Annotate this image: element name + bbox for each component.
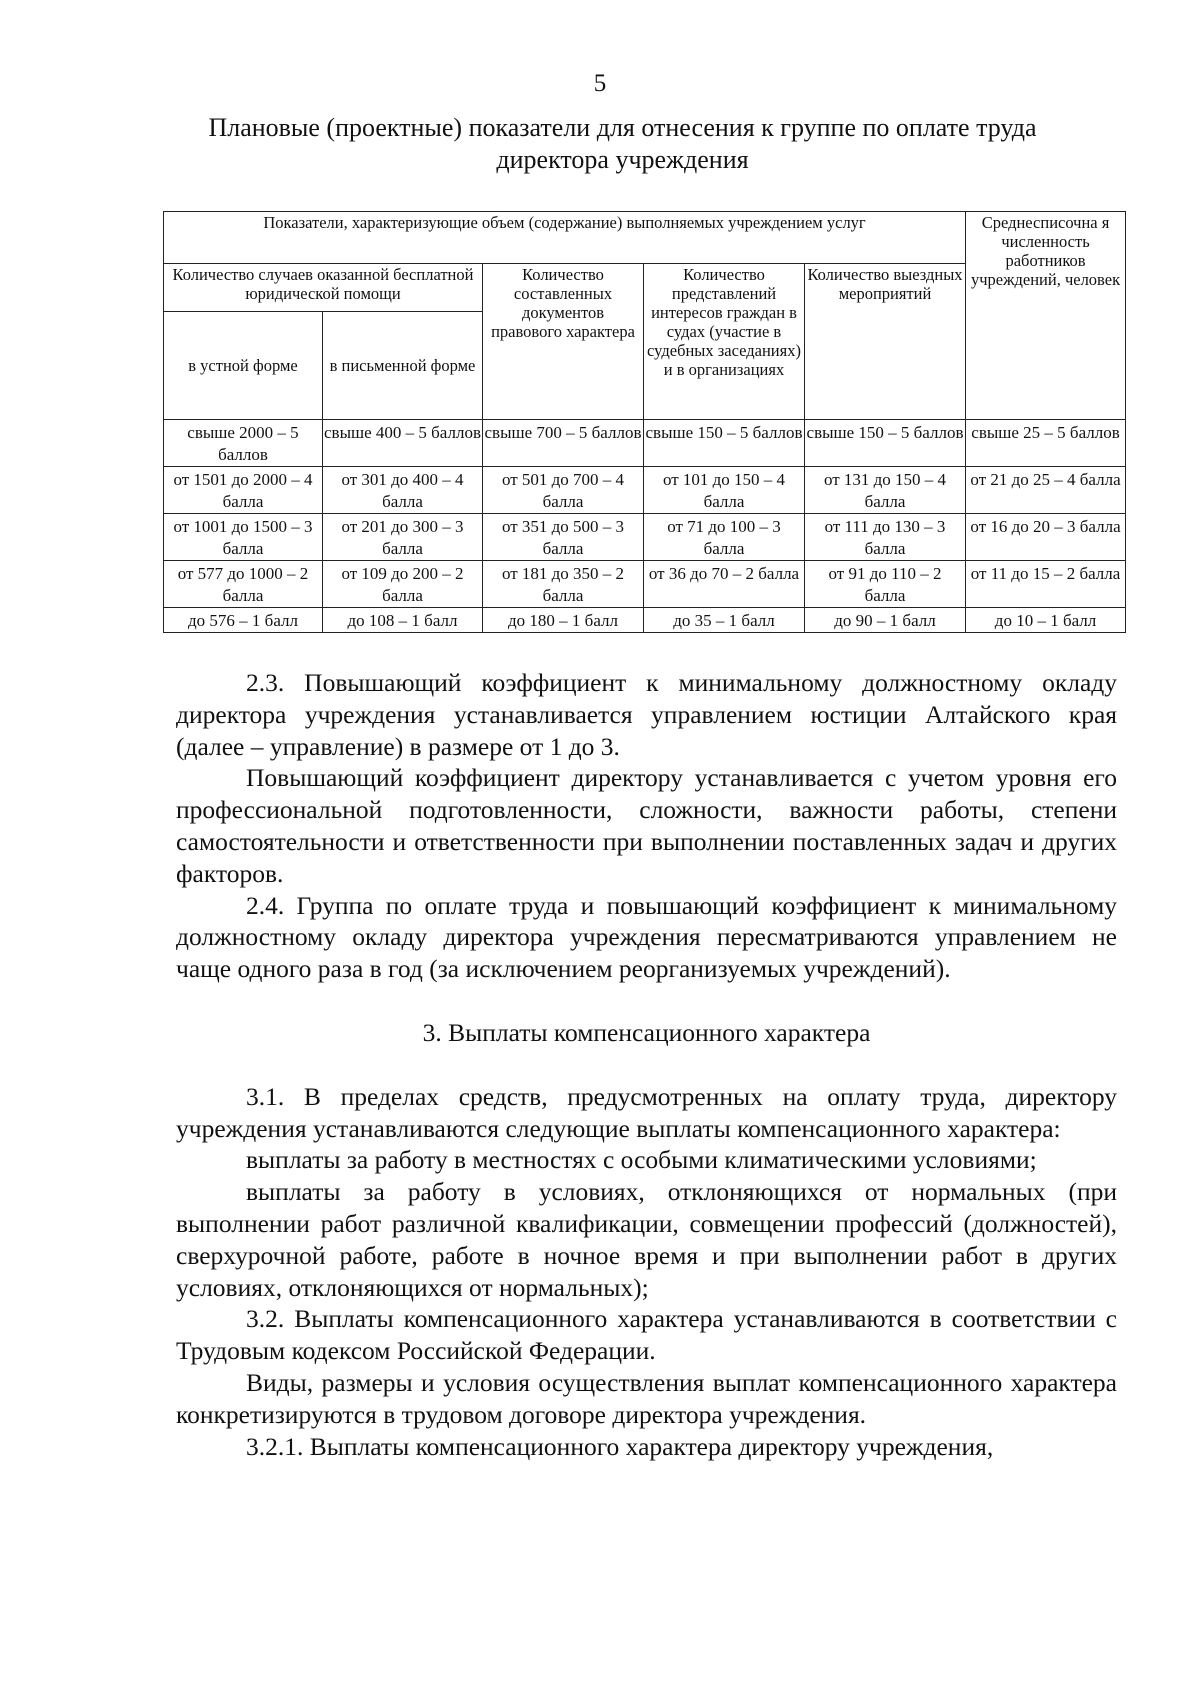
paragraph-2-4: 2.4. Группа по оплате труда и повышающий коэффициент к минимальному должностному окладу директора учреждения пересматриваются управлением не чаще одного раза в год (за исключением реорганизуемых учреждений). — [176, 890, 1117, 984]
table-cell: от 109 до 200 – 2 балла — [323, 561, 483, 608]
table-cell: от 71 до 100 – 3 балла — [644, 514, 805, 561]
paragraph-3-1: 3.1. В пределах средств, предусмотренных на оплату труда, директору учреждения устанавливаются следующие выплаты компенсационного характера: — [176, 1081, 1117, 1143]
court-header: Количество представлений интересов граждан в судах (участие в судебных заседаниях) и в организациях — [644, 264, 805, 420]
table-cell: до 180 – 1 балл — [483, 608, 644, 633]
table-cell: от 16 до 20 – 3 балла — [966, 514, 1126, 561]
table-cell: от 91 до 110 – 2 балла — [805, 561, 966, 608]
table-cell: до 576 – 1 балл — [164, 608, 323, 633]
oral-form-header: в устной форме — [164, 312, 323, 420]
table-cell: свыше 700 – 5 баллов — [483, 420, 644, 467]
free-legal-aid-header: Количество случаев оказанной бесплатной юридической помощи — [164, 264, 483, 312]
table-row — [164, 467, 1126, 514]
table-cell: от 101 до 150 – 4 балла — [644, 467, 805, 514]
paragraph-3-1-item-2: выплаты за работу в условиях, отклоняющихся от нормальных (при выполнении работ различной квалификации, совмещении профессий (должностей), сверхурочной работе, работе в ночное время и при выполнении работ в других условиях, отклоняющихся от нормальных); — [176, 1177, 1117, 1302]
page-title — [150, 112, 1095, 176]
table-cell: от 131 до 150 – 4 балла — [805, 467, 966, 514]
paragraph-2-3-continued: Повышающий коэффициент директору устанавливается с учетом уровня его профессиональной подготовленности, сложности, важности работы, степени самостоятельности и ответственности при выполнении поставленных задач и других факторов. — [176, 763, 1117, 888]
table-row — [164, 561, 1126, 608]
table-cell: до 10 – 1 балл — [966, 608, 1126, 633]
table-cell: от 21 до 25 – 4 балла — [966, 467, 1126, 514]
title-line-1: Плановые (проектные) показатели для отнесения к группе по оплате труда — [208, 113, 1037, 142]
table-cell: до 90 – 1 балл — [805, 608, 966, 633]
table-cell: свыше 25 – 5 баллов — [966, 420, 1126, 467]
documents-header: Количество составленных документов правового характера — [483, 264, 644, 420]
headcount-header: Среднесписочна я численность работников учреждений, человек — [966, 212, 1126, 420]
table-cell: свыше 2000 – 5 баллов — [164, 420, 323, 467]
indicators-table — [163, 211, 1126, 633]
written-form-header: в письменной форме — [323, 312, 483, 420]
table-cell: от 111 до 130 – 3 балла — [805, 514, 966, 561]
paragraph-3-2-continued: Виды, размеры и условия осуществления выплат компенсационного характера конкретизируются в трудовом договоре директора учреждения. — [176, 1367, 1117, 1429]
group-header: Показатели, характеризующие объем (содержание) выполняемых учреждением услуг — [164, 212, 966, 264]
table-row — [164, 608, 1126, 633]
table-cell: свыше 400 – 5 баллов — [323, 420, 483, 467]
paragraph-3-2: 3.2. Выплаты компенсационного характера устанавливаются в соответствии с Трудовым кодексом Российской Федерации. — [176, 1304, 1117, 1366]
paragraph-3-1-item-1: выплаты за работу в местностях с особыми климатическими условиями; — [246, 1145, 1037, 1175]
table-cell: до 108 – 1 балл — [323, 608, 483, 633]
table-row — [164, 420, 1126, 467]
table-cell: от 301 до 400 – 4 балла — [323, 467, 483, 514]
table-cell: до 35 – 1 балл — [644, 608, 805, 633]
table-cell: свыше 150 – 5 баллов — [644, 420, 805, 467]
page-number: 5 — [593, 70, 607, 97]
paragraph-3-2-1: 3.2.1. Выплаты компенсационного характера директору учреждения, — [246, 1431, 994, 1461]
table-cell: от 181 до 350 – 2 балла — [483, 561, 644, 608]
section-3-heading: 3. Выплаты компенсационного характера — [422, 1017, 871, 1047]
table-cell: от 1501 до 2000 – 4 балла — [164, 467, 323, 514]
table-cell: от 11 до 15 – 2 балла — [966, 561, 1126, 608]
field-events-header: Количество выездных мероприятий — [805, 264, 966, 420]
table-cell: от 36 до 70 – 2 балла — [644, 561, 805, 608]
table-cell: от 501 до 700 – 4 балла — [483, 467, 644, 514]
table-cell: от 577 до 1000 – 2 балла — [164, 561, 323, 608]
document-body — [176, 667, 1117, 1462]
table-cell: свыше 150 – 5 баллов — [805, 420, 966, 467]
table-cell: от 1001 до 1500 – 3 балла — [164, 514, 323, 561]
table-cell: от 351 до 500 – 3 балла — [483, 514, 644, 561]
table-row — [164, 514, 1126, 561]
title-line-2: директора учреждения — [496, 145, 749, 174]
table-cell: от 201 до 300 – 3 балла — [323, 514, 483, 561]
paragraph-2-3: 2.3. Повышающий коэффициент к минимальному должностному окладу директора учреждения устанавливается управлением юстиции Алтайского края (далее – управление) в размере от 1 до 3. — [176, 668, 1117, 761]
